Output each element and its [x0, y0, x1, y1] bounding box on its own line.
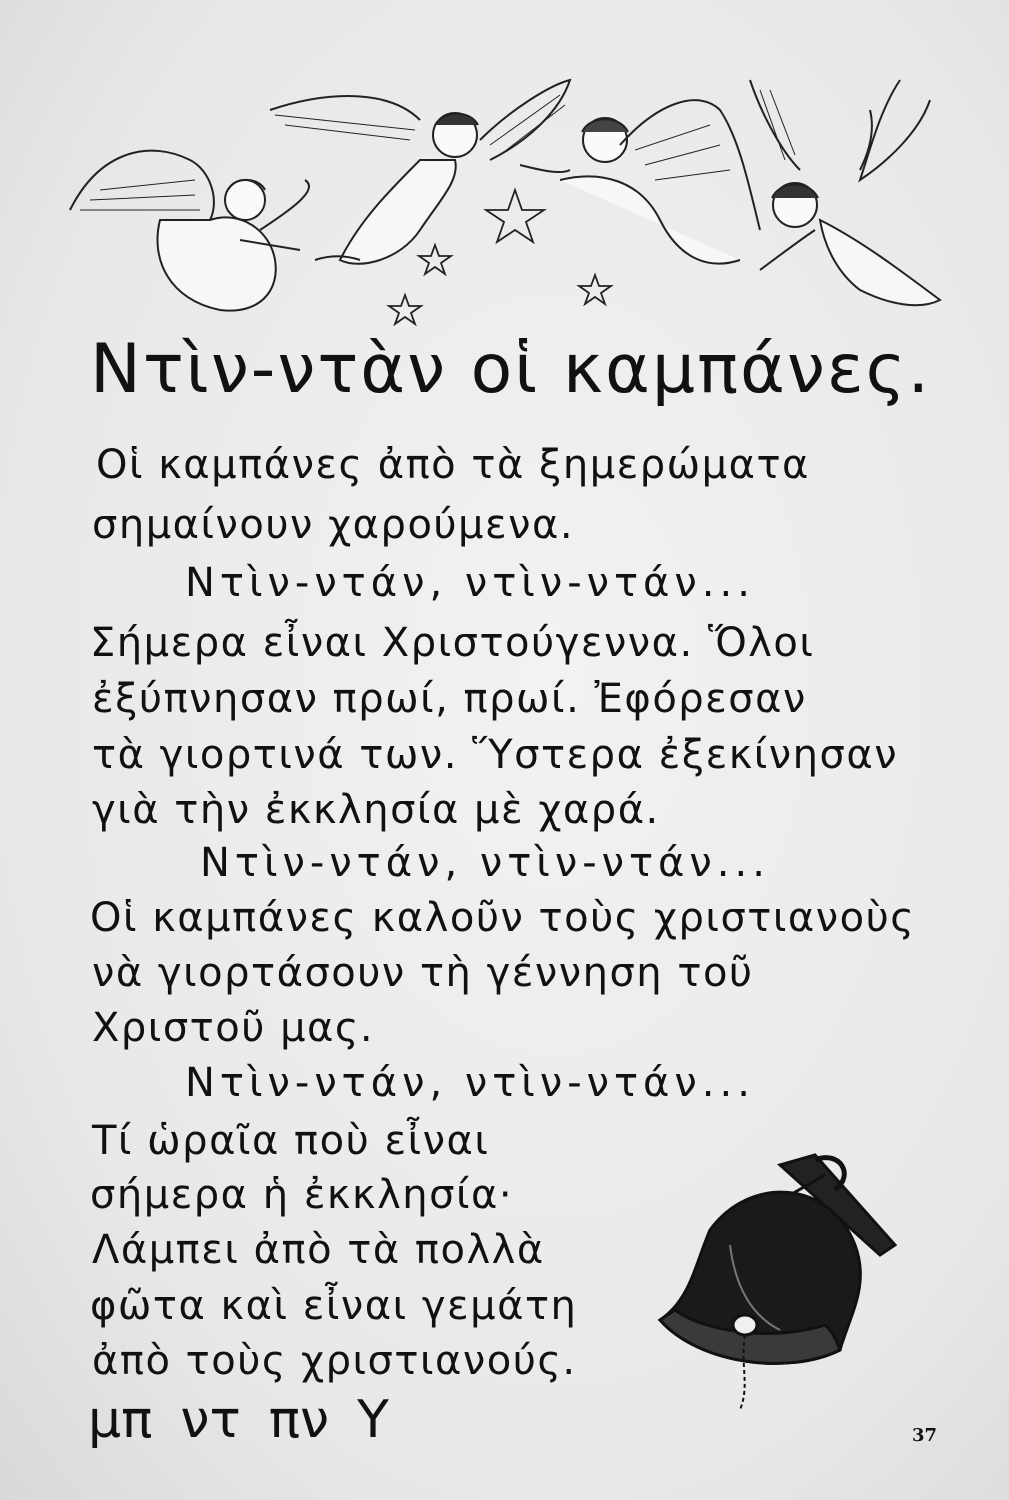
text-line-13: φῶτα καὶ εἶναι γεμάτη — [90, 1283, 578, 1329]
letter-y: Υ — [357, 1390, 389, 1450]
text-line-4: ἐξύπνησαν πρωί, πρωί. Ἐφόρεσαν — [92, 676, 807, 722]
angel-third-icon — [520, 100, 760, 263]
bell-icon — [640, 1135, 930, 1425]
text-line-5: τὰ γιορτινά των. Ὕστερα ἐξεκίνησαν — [92, 732, 899, 778]
text-line-3: Σήμερα εἶναι Χριστούγεννα. Ὅλοι — [90, 620, 815, 666]
angel-left-icon — [70, 151, 309, 311]
text-line-14: ἀπὸ τοὺς χριστιανούς. — [92, 1338, 577, 1384]
text-line-1: Οἱ καμπάνες ἀπὸ τὰ ξημερώματα — [96, 442, 810, 488]
refrain-line-3: Ντὶν-ντάν, ντὶν-ντάν... — [185, 1060, 755, 1106]
letter-combinations — [88, 1390, 417, 1450]
letter-pn: πν — [268, 1390, 330, 1450]
page-title: Ντὶν-ντὰν οἱ καμπάνες. — [90, 330, 932, 409]
page-number: 37 — [912, 1425, 938, 1446]
text-line-10: Τί ὡραῖα ποὺ εἶναι — [92, 1118, 490, 1164]
text-line-11: σήμερα ἡ ἐκκλησία· — [90, 1172, 514, 1218]
letter-nt: ντ — [180, 1390, 241, 1450]
refrain-line-2: Ντὶν-ντάν, ντὶν-ντάν... — [200, 840, 770, 886]
text-line-12: Λάμπει ἀπὸ τὰ πολλὰ — [92, 1227, 545, 1273]
angel-right-icon — [750, 80, 940, 305]
text-line-2: σημαίνουν χαρούμενα. — [92, 502, 575, 548]
text-line-9: Χριστοῦ μας. — [92, 1005, 375, 1051]
text-line-7: Οἱ καμπάνες καλοῦν τοὺς χριστιανοὺς — [90, 895, 916, 941]
text-line-6: γιὰ τὴν ἐκκλησία μὲ χαρά. — [92, 787, 660, 833]
angels-illustration — [60, 70, 960, 340]
letter-mp: μπ — [88, 1390, 153, 1450]
text-line-8: νὰ γιορτάσουν τὴ γέννηση τοῦ — [92, 950, 754, 996]
refrain-line-1: Ντὶν-ντάν, ντὶν-ντάν... — [185, 560, 755, 606]
